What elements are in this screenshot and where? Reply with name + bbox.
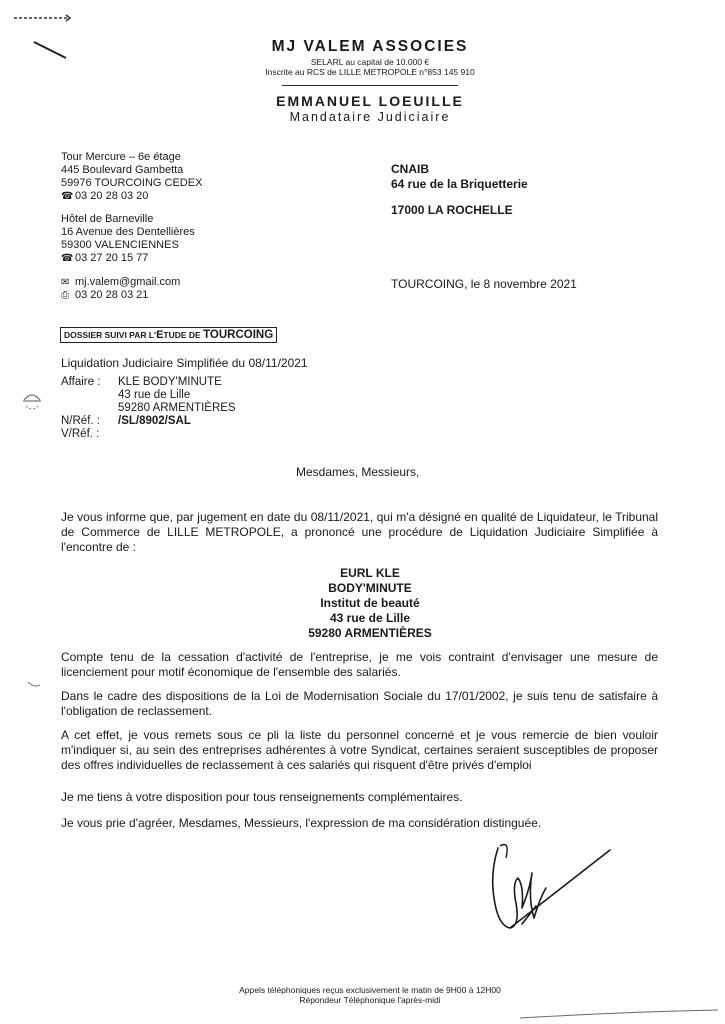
recipient-city: 17000 LA ROCHELLE: [391, 203, 513, 217]
vref-label: V/Réf. :: [61, 428, 100, 440]
scan-mark-bottom: [520, 1008, 720, 1022]
office-line: 16 Avenue des Dentellières: [61, 226, 195, 238]
recipient-name: CNAIB: [391, 162, 429, 176]
office-line: 59300 VALENCIENNES: [61, 239, 179, 251]
affaire-row: [61, 376, 236, 415]
affaire-label: Affaire :: [61, 376, 101, 388]
dossier-cap: E: [156, 329, 164, 341]
vref-row: [61, 428, 236, 441]
office-phone-row: [61, 252, 195, 265]
affaire-city: 59280 ARMENTIÈRES: [118, 402, 236, 414]
paragraph-disposition: Je me tiens à votre disposition pour tous renseignements complémentaires.: [61, 790, 463, 804]
dossier-city: TOURCOING: [203, 329, 274, 341]
debtor-line: EURL KLE: [340, 566, 400, 580]
scan-mark-top: [14, 12, 74, 60]
mandataire-title: Mandataire Judiciaire: [289, 110, 451, 124]
office-line: 445 Boulevard Gambetta: [61, 164, 184, 176]
office-line: Hôtel de Barneville: [61, 213, 154, 225]
debtor-line: Institut de beauté: [320, 596, 420, 610]
debtor-line: 43 rue de Lille: [329, 611, 411, 625]
firm-name: MJ VALEM ASSOCIES: [271, 38, 469, 55]
firm-registry: Inscrite au RCS de LILLE METROPOLE n°853 145 910: [265, 67, 475, 77]
procedure-title: Liquidation Judiciaire Simplifiée du 08/11/2021: [61, 356, 308, 370]
debtor-line: BODY'MINUTE: [328, 581, 412, 595]
fax-icon: ⎙: [61, 290, 69, 301]
debtor-block: [160, 566, 580, 641]
mandataire-name: EMMANUEL LOEUILLE: [276, 93, 464, 109]
paragraph-closing: Je vous prie d'agréer, Mesdames, Messieurs, l'expression de ma considération distinguée.: [61, 816, 542, 830]
office-valenciennes: [61, 213, 195, 265]
fax-row: [61, 289, 180, 302]
phone-icon: ☎: [61, 191, 74, 202]
paragraph-judgment: Je vous informe que, par jugement en date du 08/11/2021, qui m'a désigné en qualité de Liquidateur, le Tribunal de Commerce de LILLE METROPOLE, a prononcé une procédure de Liquidation Judiciaire Simplifiée à l'encontre de :: [61, 510, 658, 554]
affaire-values: [118, 376, 236, 415]
paragraph-cessation: Compte tenu de la cessation d'activité de l'entreprise, je me vois contraint d'envisager une mesure de licenciement pour motif économique de l'ensemble des salariés.: [61, 650, 658, 679]
email-row: [61, 276, 180, 289]
dossier-box: [60, 327, 277, 343]
phone-icon: ☎: [61, 253, 74, 264]
office-line: 59976 TOURCOING CEDEX: [61, 177, 203, 189]
nref-label: N/Réf. :: [61, 415, 100, 427]
firm-capital: SELARL au capital de 10.000 €: [310, 57, 430, 67]
paragraph-law: Dans le cadre des dispositions de la Loi de Modernisation Sociale du 17/01/2002, je suis tenu de satisfaire à l'obligation de reclassement.: [61, 689, 658, 718]
office-line: Tour Mercure – 6e étage: [61, 151, 181, 163]
contact-block: [61, 276, 180, 302]
footer-answering: Répondeur Téléphonique l'après-midi: [299, 995, 441, 1005]
contact-fax: 03 20 28 03 21: [75, 289, 149, 301]
recipient-street: 64 rue de la Briquetterie: [391, 177, 528, 191]
scan-mark-margin: [26, 680, 42, 690]
envelope-icon: ✉: [61, 277, 70, 288]
dossier-prefix: DOSSIER SUIVI PAR L': [64, 330, 157, 340]
contact-email[interactable]: mj.valem@gmail.com: [75, 276, 181, 288]
office-phone: 03 27 20 15 77: [75, 252, 149, 264]
letter-date: TOURCOING, le 8 novembre 2021: [391, 277, 577, 291]
office-phone-row: [61, 190, 202, 203]
punch-hole-mark: [20, 388, 44, 414]
debtor-line: 59280 ARMENTIÈRES: [308, 626, 432, 640]
letterhead-divider: [282, 85, 458, 86]
footer-hours: Appels téléphoniques reçus exclusivement le matin de 9H00 à 12H00: [239, 985, 501, 995]
nref-wrap: [118, 415, 191, 428]
reference-block: [61, 376, 236, 441]
office-tourcoing: [61, 151, 202, 203]
affaire-name: KLE BODY'MINUTE: [118, 376, 222, 388]
nref-value: /SL/8902/SAL: [118, 415, 191, 427]
nref-row: [61, 415, 236, 428]
paragraph-reclassement: A cet effet, je vous remets sous ce pli la liste du personnel concerné et je vous remercie de bien vouloir m'indiquer si, au sein des entreprises adhérentes à votre Syndicat, certaines seraient susceptibles de proposer des offres individuelles de reclassement à ces salariés qui risquent d'être privés d'emploi: [61, 728, 658, 772]
dossier-middle: TUDE DE: [163, 330, 204, 340]
salutation: Mesdames, Messieurs,: [296, 465, 420, 479]
office-phone: 03 20 28 03 20: [75, 190, 149, 202]
affaire-street: 43 rue de Lille: [118, 389, 191, 401]
handwritten-signature: [470, 828, 620, 938]
